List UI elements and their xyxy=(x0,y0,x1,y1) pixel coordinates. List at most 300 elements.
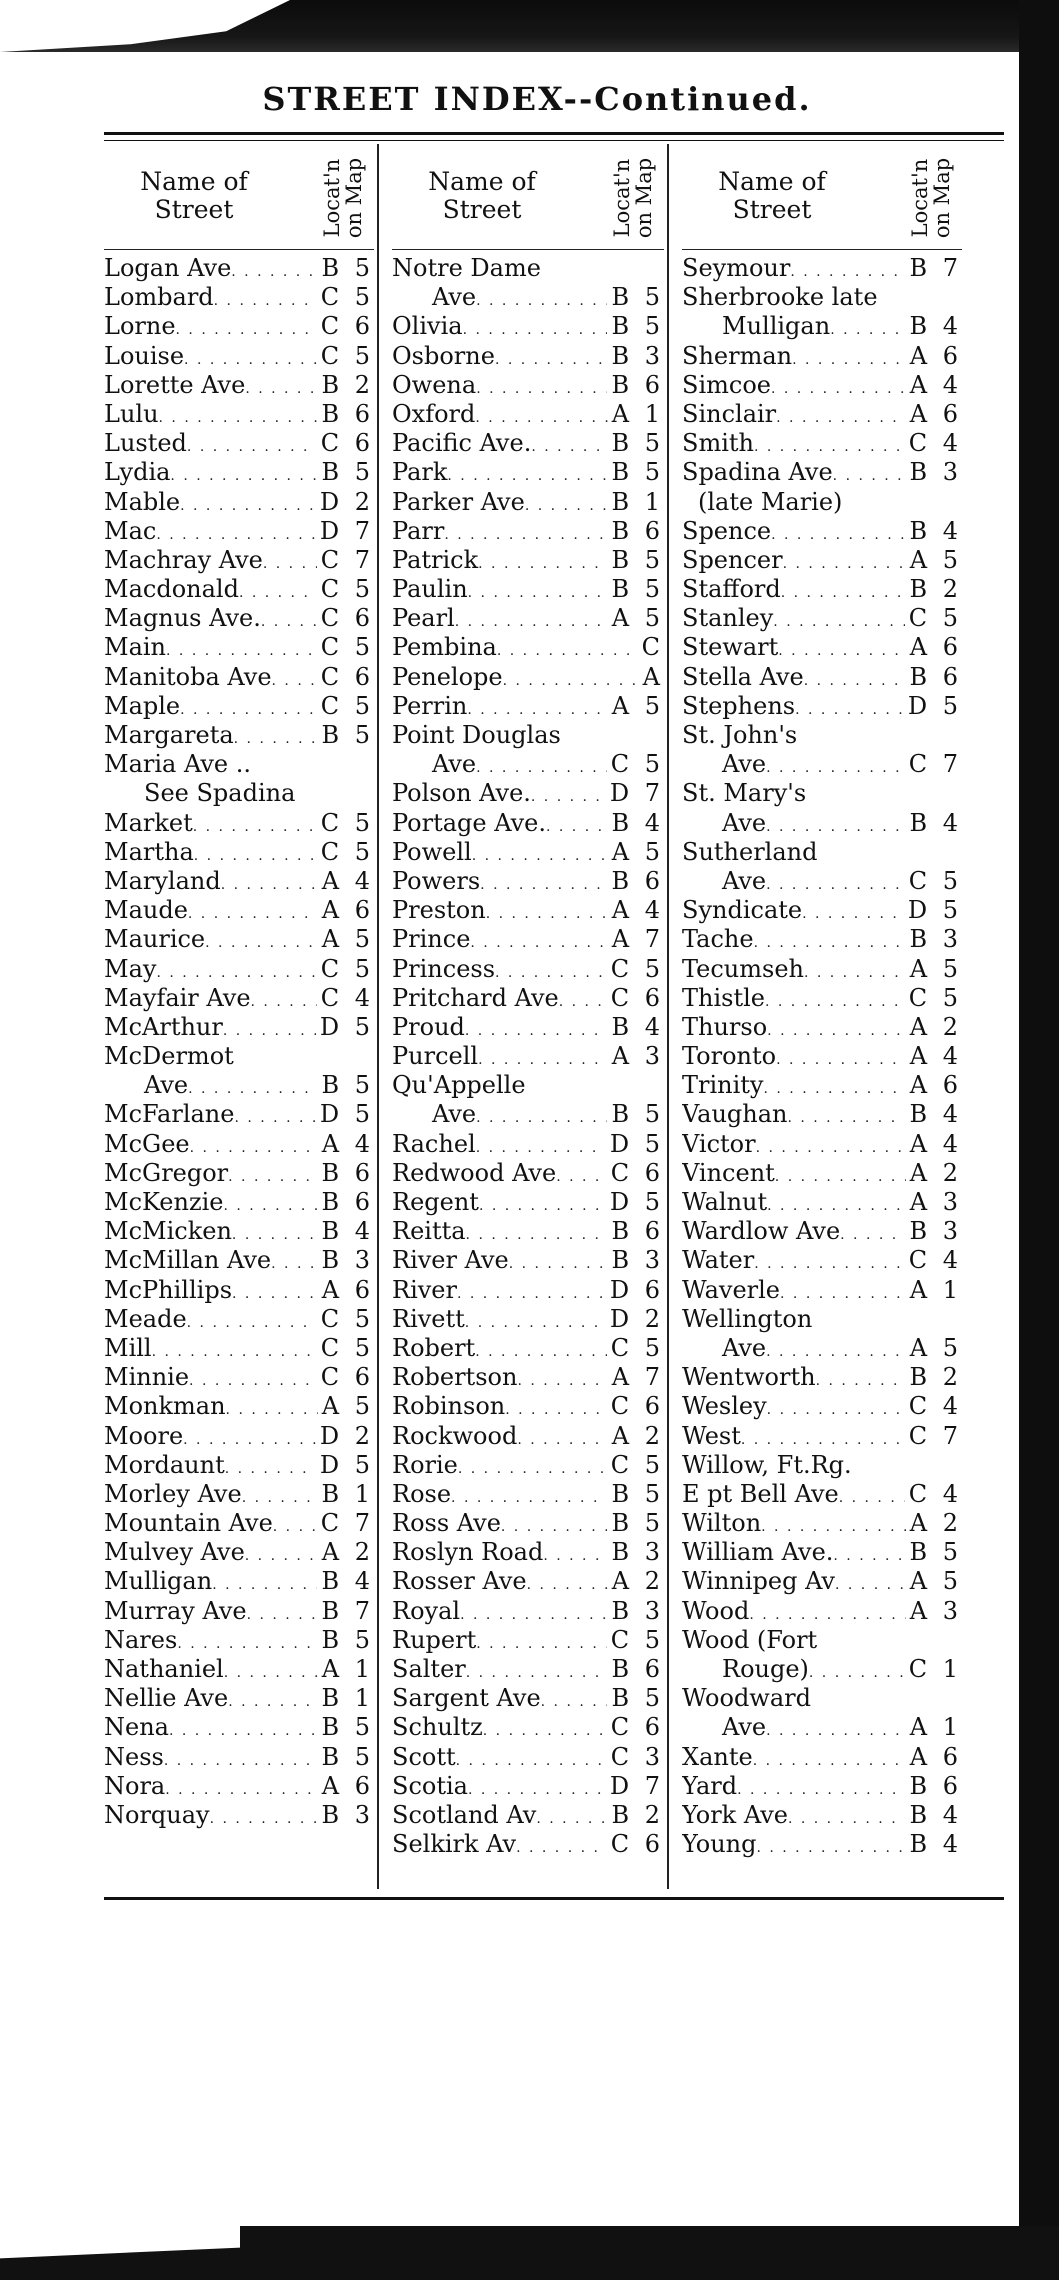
street-name: Rorie xyxy=(392,1450,458,1479)
street-entry xyxy=(682,779,962,808)
leader-dots xyxy=(205,929,318,954)
street-name: Sherbrooke late xyxy=(682,283,878,312)
map-location: D 2 xyxy=(319,1421,374,1450)
map-location: D 2 xyxy=(319,487,374,516)
street-name: Mulligan xyxy=(104,1567,213,1596)
leader-dots xyxy=(766,1338,906,1363)
leader-dots xyxy=(210,1805,318,1830)
map-location: C 1 xyxy=(908,1655,962,1683)
index-column-1 xyxy=(104,144,374,1830)
street-name: Ave xyxy=(722,866,767,895)
street-name: Pearl xyxy=(392,604,455,633)
street-name: Wilton xyxy=(682,1509,762,1538)
street-list xyxy=(392,254,664,1859)
map-location: C 6 xyxy=(610,1392,664,1421)
location-header-label: Locat'n on Map xyxy=(610,157,656,239)
leader-dots xyxy=(781,579,906,604)
leader-dots xyxy=(214,287,317,312)
street-name: Yard xyxy=(682,1771,738,1800)
map-location: D 7 xyxy=(319,516,374,545)
street-name: Seymour xyxy=(682,254,791,282)
street-name: Xante xyxy=(682,1742,753,1771)
street-name: Rachel xyxy=(392,1129,476,1158)
map-location: B 5 xyxy=(321,1071,374,1100)
map-location: B 6 xyxy=(909,662,962,691)
map-location: C 5 xyxy=(320,575,374,604)
map-location: A 6 xyxy=(321,896,374,925)
street-entry xyxy=(392,896,664,925)
street-name-header: Name of Street xyxy=(140,167,248,224)
street-entry xyxy=(682,867,962,896)
street-name: Ave xyxy=(432,750,477,779)
street-entry xyxy=(682,1830,962,1859)
street-entry xyxy=(104,984,374,1013)
street-name: River xyxy=(392,1275,457,1304)
map-location: A 2 xyxy=(611,1567,664,1596)
map-location: B 6 xyxy=(611,516,664,545)
street-entry xyxy=(682,254,962,283)
leader-dots xyxy=(754,1250,905,1275)
street-entry xyxy=(392,1538,664,1567)
street-name: Nares xyxy=(104,1625,178,1654)
map-location: C 4 xyxy=(908,1246,962,1275)
leader-dots xyxy=(476,1104,607,1129)
street-entry xyxy=(682,1246,962,1275)
street-name: Prince xyxy=(392,925,471,954)
map-location: B 5 xyxy=(611,429,664,458)
street-entry xyxy=(392,1276,664,1305)
map-location: A 5 xyxy=(321,925,374,954)
leader-dots xyxy=(761,1513,906,1538)
street-name: Perrin xyxy=(392,691,468,720)
street-entry xyxy=(682,809,962,838)
street-entry xyxy=(682,1188,962,1217)
street-entry xyxy=(682,1042,962,1071)
leader-dots xyxy=(156,521,316,546)
street-name: Martha xyxy=(104,837,194,866)
leader-dots xyxy=(767,1017,906,1042)
leader-dots xyxy=(221,871,318,896)
street-name: Machray Ave xyxy=(104,545,263,574)
street-name-header: Name of Street xyxy=(428,167,536,224)
leader-dots xyxy=(457,1280,606,1305)
street-entry xyxy=(682,517,962,546)
leader-dots xyxy=(753,1747,906,1772)
street-name: Nena xyxy=(104,1713,169,1742)
street-entry xyxy=(682,633,962,662)
street-name: Ave xyxy=(144,1071,189,1100)
street-entry xyxy=(392,1392,664,1421)
leader-dots xyxy=(546,813,607,838)
map-location: B 1 xyxy=(321,1684,374,1713)
street-entry xyxy=(392,1100,664,1129)
map-location: B 2 xyxy=(611,1800,664,1829)
leader-dots xyxy=(771,521,905,546)
street-entry xyxy=(392,1188,664,1217)
street-name: Portage Ave. xyxy=(392,808,546,837)
street-name: Paulin xyxy=(392,575,468,604)
street-name: Ness xyxy=(104,1742,164,1771)
map-location: C 5 xyxy=(320,1304,374,1333)
street-entry xyxy=(104,1422,374,1451)
map-location: B 6 xyxy=(611,1655,664,1683)
column-header xyxy=(682,144,962,250)
street-entry xyxy=(392,1363,664,1392)
leader-dots xyxy=(183,1426,316,1451)
leader-dots xyxy=(193,813,317,838)
leader-dots xyxy=(223,1192,317,1217)
street-entry xyxy=(104,692,374,721)
leader-dots xyxy=(505,1396,606,1421)
map-location: B 6 xyxy=(611,370,664,399)
street-entry xyxy=(682,1538,962,1567)
street-name: Mac xyxy=(104,516,157,545)
leader-dots xyxy=(263,550,317,575)
street-entry xyxy=(104,1392,374,1421)
street-name: Thurso xyxy=(682,1012,768,1041)
street-name: Ave xyxy=(722,808,767,837)
map-location: A 4 xyxy=(611,896,664,925)
street-entry xyxy=(104,1772,374,1801)
street-name: Roslyn Road xyxy=(392,1538,544,1567)
map-location: B 2 xyxy=(321,370,374,399)
street-entry xyxy=(682,1392,962,1421)
street-name: Selkirk Av xyxy=(392,1830,517,1859)
map-location: C 4 xyxy=(908,429,962,458)
street-name: Maurice xyxy=(104,925,206,954)
map-location: C 6 xyxy=(320,662,374,691)
street-name: Maryland xyxy=(104,866,221,895)
leader-dots xyxy=(228,1688,317,1713)
scan-border-right xyxy=(1019,0,1059,2280)
street-name: Tecumseh xyxy=(682,954,804,983)
street-name: Woodward xyxy=(682,1684,811,1713)
leader-dots xyxy=(165,1776,318,1801)
map-location: A 3 xyxy=(909,1596,962,1625)
street-name: Maria Ave .. xyxy=(104,750,251,779)
map-location: A 4 xyxy=(321,866,374,895)
street-name: Mordaunt xyxy=(104,1450,225,1479)
leader-dots xyxy=(501,1513,608,1538)
street-entry xyxy=(392,867,664,896)
street-entry xyxy=(392,254,664,283)
leader-dots xyxy=(531,433,607,458)
street-entry xyxy=(104,1100,374,1129)
street-name: Stella Ave xyxy=(682,662,804,691)
leader-dots xyxy=(251,988,317,1013)
street-entry xyxy=(682,429,962,458)
map-location: C 6 xyxy=(610,983,664,1012)
street-name: Scott xyxy=(392,1742,456,1771)
street-name: McFarlane xyxy=(104,1100,235,1129)
street-name: Nathaniel xyxy=(104,1655,224,1683)
map-location: B 6 xyxy=(611,866,664,895)
street-name: Wood xyxy=(682,1596,750,1625)
location-header xyxy=(312,153,374,243)
map-location: A 6 xyxy=(321,1275,374,1304)
street-name: Magnus Ave. xyxy=(104,604,261,633)
map-location: C 7 xyxy=(908,1421,962,1450)
street-entry xyxy=(392,750,664,779)
leader-dots xyxy=(476,1630,607,1655)
map-location: A 1 xyxy=(321,1655,374,1683)
street-entry xyxy=(392,604,664,633)
street-name: Nellie Ave xyxy=(104,1684,229,1713)
street-name: Toronto xyxy=(682,1042,777,1071)
map-location: C 5 xyxy=(610,1625,664,1654)
map-location: C 5 xyxy=(320,341,374,370)
street-name: Redwood Ave xyxy=(392,1158,557,1187)
street-entry xyxy=(682,458,962,487)
street-entry xyxy=(682,1334,962,1363)
location-header xyxy=(602,153,664,243)
map-location: B 4 xyxy=(909,1830,962,1859)
map-location: C 7 xyxy=(320,545,374,574)
map-location: B 2 xyxy=(909,1363,962,1392)
map-location: C 5 xyxy=(320,808,374,837)
leader-dots xyxy=(164,1747,318,1772)
leader-dots xyxy=(767,1396,905,1421)
map-location: D 5 xyxy=(609,1129,664,1158)
street-entry xyxy=(104,1684,374,1713)
map-location: A 6 xyxy=(909,341,962,370)
map-location: C 5 xyxy=(908,604,962,633)
leader-dots xyxy=(188,900,318,925)
street-name: Schultz xyxy=(392,1713,483,1742)
leader-dots xyxy=(189,1367,317,1392)
map-location: B 7 xyxy=(321,1596,374,1625)
map-location: A xyxy=(642,662,664,691)
street-entry xyxy=(682,692,962,721)
street-name: See Spadina xyxy=(144,779,296,808)
street-name: Proud xyxy=(392,1012,465,1041)
page-title: STREET INDEX--Continued. xyxy=(262,80,812,118)
leader-dots xyxy=(159,404,318,429)
map-location: B 4 xyxy=(321,1567,374,1596)
map-location: B 5 xyxy=(611,545,664,574)
street-entry xyxy=(104,1597,374,1626)
leader-dots xyxy=(766,813,905,838)
map-location: B 5 xyxy=(321,254,374,282)
leader-dots xyxy=(451,1484,607,1509)
street-name: West xyxy=(682,1421,741,1450)
street-name: Mulvey Ave xyxy=(104,1538,245,1567)
street-entry xyxy=(682,1597,962,1626)
street-name: Moore xyxy=(104,1421,184,1450)
header-rule-thin xyxy=(104,140,1004,141)
location-header-label: Locat'n on Map xyxy=(908,157,954,239)
street-entry xyxy=(104,1130,374,1159)
street-entry xyxy=(392,1830,664,1859)
street-name: Thistle xyxy=(682,983,765,1012)
map-location: B 3 xyxy=(611,1246,664,1275)
leader-dots xyxy=(835,1571,906,1596)
street-entry xyxy=(682,1743,962,1772)
index-column-3 xyxy=(682,144,962,1859)
street-entry xyxy=(682,400,962,429)
street-name: Salter xyxy=(392,1655,466,1683)
street-name: Polson Ave. xyxy=(392,779,531,808)
leader-dots xyxy=(802,900,904,925)
leader-dots xyxy=(447,462,607,487)
map-location: A 1 xyxy=(909,1275,962,1304)
street-name: Parr xyxy=(392,516,445,545)
map-location: C 3 xyxy=(610,1742,664,1771)
street-name: Sherman xyxy=(682,341,793,370)
street-entry xyxy=(104,955,374,984)
street-name: Sutherland xyxy=(682,837,818,866)
street-entry xyxy=(392,1246,664,1275)
street-name: Maude xyxy=(104,896,188,925)
street-entry xyxy=(104,779,374,808)
map-location: B 5 xyxy=(611,283,664,312)
map-location: A 6 xyxy=(909,1742,962,1771)
map-location: C 6 xyxy=(320,604,374,633)
street-entry xyxy=(392,1422,664,1451)
map-location: B 4 xyxy=(909,516,962,545)
leader-dots xyxy=(833,1542,905,1567)
map-location: B 6 xyxy=(909,1771,962,1800)
map-location: B 5 xyxy=(321,1742,374,1771)
map-location: C 5 xyxy=(610,750,664,779)
street-entry xyxy=(682,546,962,575)
street-name: Ave xyxy=(722,1713,767,1742)
leader-dots xyxy=(476,375,607,400)
index-page xyxy=(62,52,1012,2222)
street-name: Walnut xyxy=(682,1188,768,1216)
leader-dots xyxy=(470,929,607,954)
leader-dots xyxy=(766,871,905,896)
leader-dots xyxy=(756,1834,905,1859)
street-name: Wesley xyxy=(682,1392,767,1421)
street-name: Ave xyxy=(722,750,767,779)
leader-dots xyxy=(467,696,607,721)
street-entry xyxy=(392,1159,664,1188)
street-entry xyxy=(682,1480,962,1509)
map-location: C 5 xyxy=(320,837,374,866)
street-name: Norquay xyxy=(104,1800,210,1829)
map-location: A 5 xyxy=(611,604,664,633)
street-entry xyxy=(104,809,374,838)
leader-dots xyxy=(790,258,905,283)
street-entry xyxy=(682,342,962,371)
leader-dots xyxy=(495,346,608,371)
street-name: Owena xyxy=(392,370,477,399)
leader-dots xyxy=(771,375,906,400)
leader-dots xyxy=(232,1280,318,1305)
leader-dots xyxy=(166,637,317,662)
street-entry xyxy=(392,1130,664,1159)
map-location: D 5 xyxy=(907,896,962,925)
street-name-header: Name of Street xyxy=(718,167,826,224)
street-entry xyxy=(392,400,664,429)
street-name: Louise xyxy=(104,341,185,370)
map-location: B 5 xyxy=(321,1713,374,1742)
street-entry xyxy=(682,663,962,692)
street-entry xyxy=(104,575,374,604)
leader-dots xyxy=(273,1513,317,1538)
street-entry xyxy=(104,633,374,662)
map-location: B 3 xyxy=(909,925,962,954)
map-location: C 4 xyxy=(908,1479,962,1508)
street-entry xyxy=(392,1684,664,1713)
street-name: River Ave xyxy=(392,1246,509,1275)
street-name: Pacific Ave. xyxy=(392,429,532,458)
map-location: B 6 xyxy=(321,399,374,428)
map-location: C 4 xyxy=(908,1392,962,1421)
leader-dots xyxy=(476,287,607,312)
street-name: Olivia xyxy=(392,312,463,341)
leader-dots xyxy=(190,1134,318,1159)
map-location: A 4 xyxy=(321,1129,374,1158)
map-location: A 5 xyxy=(321,1392,374,1421)
street-name: Oxford xyxy=(392,399,476,428)
leader-dots xyxy=(783,550,906,575)
footer-rule xyxy=(104,1897,1004,1900)
map-location: A 2 xyxy=(909,1012,962,1041)
map-location: C 6 xyxy=(320,429,374,458)
leader-dots xyxy=(245,1542,318,1567)
leader-dots xyxy=(476,1134,606,1159)
map-location: A 5 xyxy=(611,691,664,720)
street-name: Purcell xyxy=(392,1042,479,1071)
leader-dots xyxy=(543,1542,607,1567)
leader-dots xyxy=(773,608,904,633)
street-entry xyxy=(392,838,664,867)
street-name: Spadina Ave xyxy=(682,458,833,487)
map-location: A 7 xyxy=(611,1363,664,1392)
street-name: McPhillips xyxy=(104,1275,233,1304)
street-entry xyxy=(104,254,374,283)
street-name: Ave xyxy=(432,1100,477,1129)
street-name: Sargent Ave xyxy=(392,1684,541,1713)
column-separator xyxy=(667,144,669,1889)
street-name: Trinity xyxy=(682,1071,764,1100)
street-name: Robertson xyxy=(392,1363,518,1392)
leader-dots xyxy=(754,929,906,954)
street-entry xyxy=(682,1422,962,1451)
street-entry xyxy=(392,1305,664,1334)
leader-dots xyxy=(527,1571,608,1596)
leader-dots xyxy=(476,754,607,779)
leader-dots xyxy=(234,1104,315,1129)
leader-dots xyxy=(480,871,607,896)
street-name: Penelope xyxy=(392,662,503,691)
column-header xyxy=(104,144,374,250)
street-entry xyxy=(104,1188,374,1217)
leader-dots xyxy=(478,550,607,575)
street-entry xyxy=(682,1217,962,1246)
street-entry xyxy=(104,517,374,546)
map-location: B 5 xyxy=(611,1100,664,1129)
map-location: A 6 xyxy=(909,633,962,662)
leader-dots xyxy=(839,1484,905,1509)
street-name: Robinson xyxy=(392,1392,506,1421)
street-name: Lydia xyxy=(104,458,171,487)
street-name: Young xyxy=(682,1830,757,1859)
leader-dots xyxy=(272,667,317,692)
map-location: A 2 xyxy=(611,1421,664,1450)
street-name: Scotia xyxy=(392,1771,468,1800)
leader-dots xyxy=(787,1104,905,1129)
street-entry xyxy=(104,925,374,954)
street-entry xyxy=(104,896,374,925)
street-name: Morley Ave xyxy=(104,1479,242,1508)
map-location: B 1 xyxy=(321,1479,374,1508)
street-entry xyxy=(392,721,664,750)
street-name: Sinclair xyxy=(682,399,777,428)
leader-dots xyxy=(261,608,317,633)
